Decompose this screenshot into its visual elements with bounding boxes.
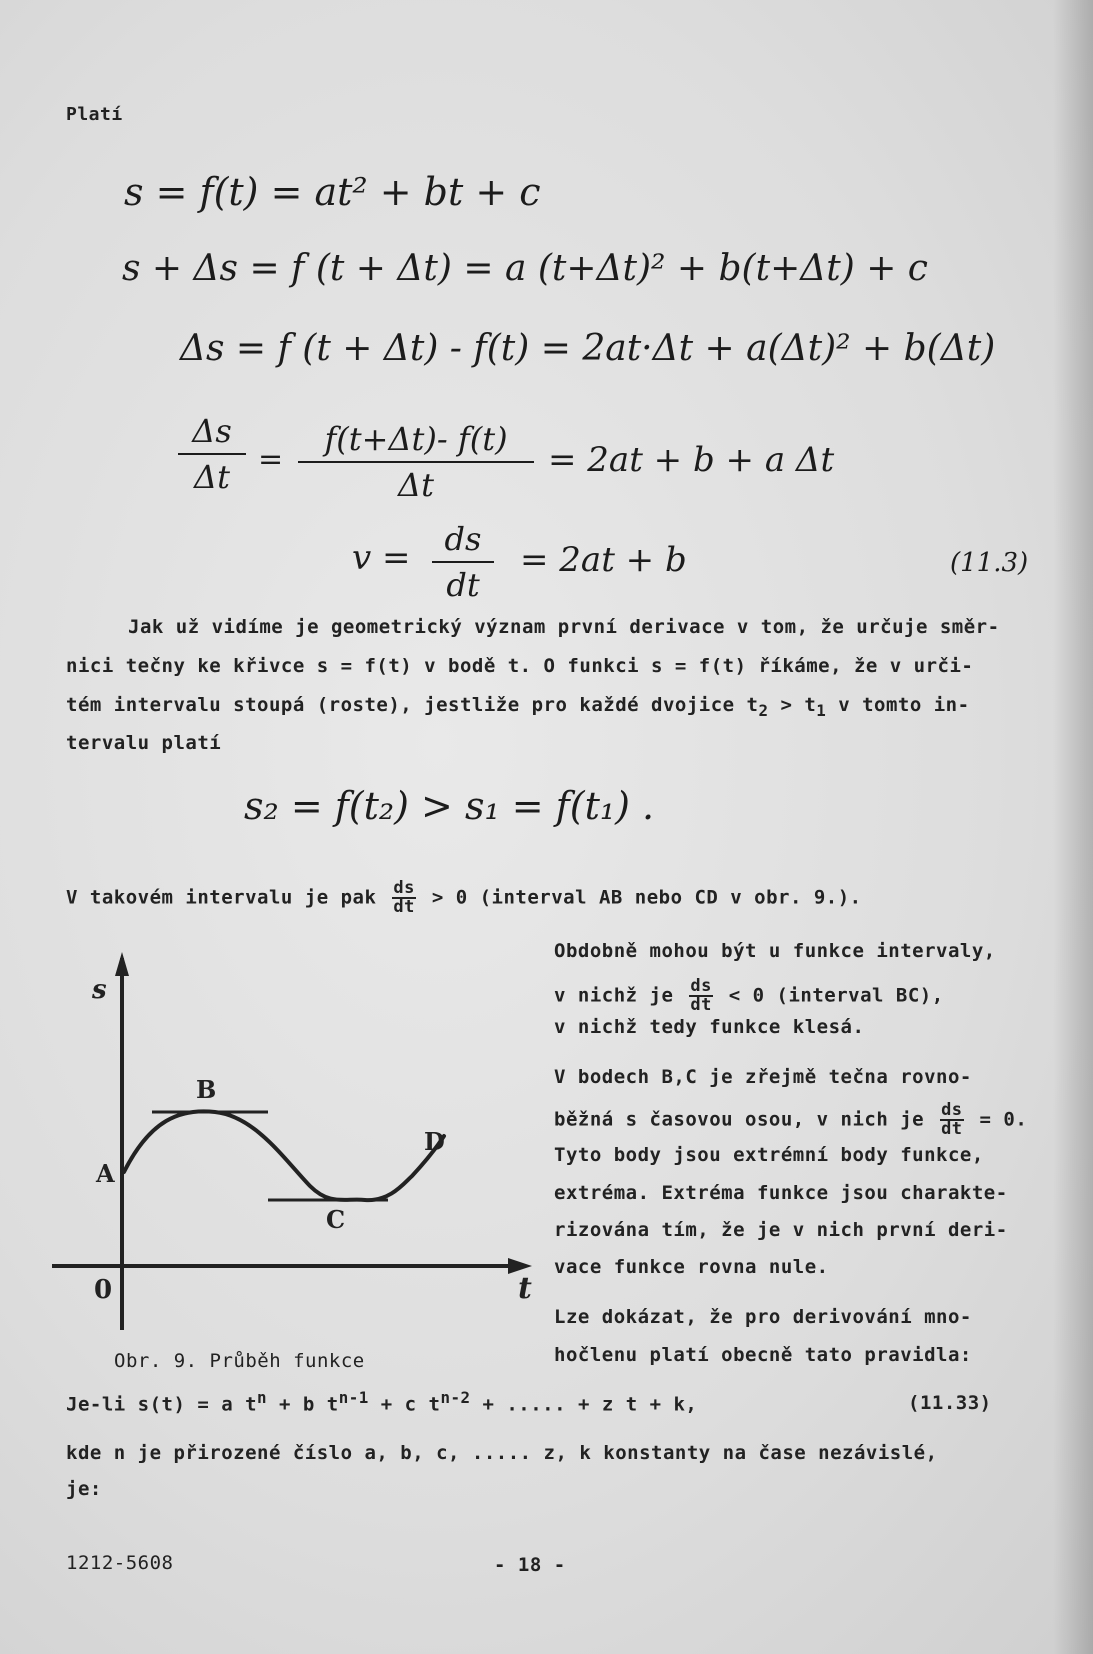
ds-dt-fraction [689,978,712,1014]
polynomial-rule [66,1388,697,1415]
point-b-label: B [196,1075,217,1104]
page-number: - 18 - [494,1554,566,1576]
paragraph-1-line-4: tervalu platí [66,732,222,754]
subscript: 2 [758,700,769,720]
page-edge-shadow [1053,0,1093,1654]
paragraph-1-line-1: Jak už vidíme je geometrický význam první derivace v tom, že určuje směr- [128,616,1000,638]
equation-4-rhs: = 2at + b + a Δt [548,440,835,480]
polynomial-post: + ..... + z t + k, [470,1393,698,1416]
right-column-line-5-post: = 0. [979,1108,1028,1131]
paragraph-1-line-2: nici tečny ke křivce s = f(t) v bodě t. O funkci s = f(t) říkáme, že v urči- [66,655,974,677]
fraction-denominator: dt [393,897,415,917]
right-column-line-3: v nichž tedy funkce klesá. [554,1016,865,1038]
fraction-numerator: ds [393,878,415,898]
equation-5-numerator: ds [444,520,482,558]
equation-line-1: s = f(t) = at² + bt + c [124,170,541,214]
equation-4-lhs-numerator: Δs [192,412,232,450]
fraction-bar [298,461,534,463]
equation-5-fraction [432,520,494,604]
ds-dt-fraction [940,1102,963,1138]
superscript: n-2 [440,1388,471,1407]
x-axis-label: t [518,1271,532,1306]
function-curve [124,1111,444,1200]
ds-dt-fraction [392,880,415,916]
header-label: Platí [66,104,123,125]
superscript: n-1 [338,1388,369,1407]
polynomial-mid-2: + c t [368,1393,441,1416]
right-column-line-6: Tyto body jsou extrémní body funkce, [554,1144,984,1166]
footer-code: 1212-5608 [66,1552,174,1574]
right-column-line-2 [554,978,944,1014]
paragraph-1-line-3-text: tém intervalu stoupá (roste), jestliže pro každé dvojice t [66,694,759,716]
right-column-line-2-pre: v nichž je [554,984,674,1007]
equation-4-mid-numerator: f(t+Δt)- f(t) [324,420,508,458]
right-column-line-2-post: < 0 (interval BC), [728,984,944,1007]
closing-line-2: je: [66,1478,102,1500]
point-d-label: D [424,1127,445,1156]
interval-line-pre: V takovém intervalu je pak [66,886,377,909]
equation-4-mid-denominator: Δt [398,466,434,504]
y-axis-label: s [92,975,107,1005]
equation-line-6: s₂ = f(t₂) > s₁ = f(t₁) . [244,784,655,828]
right-column-line-9: vace funkce rovna nule. [554,1256,829,1278]
point-c-label: C [326,1205,346,1234]
interval-line-post: > 0 (interval AB nebo CD v obr. 9.). [431,886,862,909]
equation-4-lhs-fraction [178,412,246,496]
point-a-label: A [96,1159,115,1188]
paragraph-1-line-3 [66,694,970,720]
equation-line-2: s + Δs = f (t + Δt) = a (t+Δt)² + b(t+Δt) + c [122,248,928,289]
interval-line [66,880,862,916]
right-column-line-5-pre: běžná s časovou osou, v nich je [554,1108,925,1131]
equation-line-3: Δs = f (t + Δt) - f(t) = 2at·Δt + a(Δt)² + b(Δt) [180,328,996,369]
paragraph-1-line-3-mid: > t [768,694,817,716]
fraction-bar [432,561,494,563]
equation-5-rhs: = 2at + b [520,540,687,580]
equation-4-equals: = [258,442,284,477]
polynomial-tag: (11.33) [908,1392,992,1414]
right-column-line-4: V bodech B,C je zřejmě tečna rovno- [554,1066,972,1088]
right-column-line-7: extréma. Extréma funkce jsou charakte- [554,1182,1008,1204]
figure-9-diagram [40,950,540,1340]
equation-5-denominator: dt [446,566,480,604]
equation-4-mid-fraction [298,420,534,504]
polynomial-mid-1: + b t [267,1393,339,1416]
right-column-line-11: hočlenu platí obecně tato pravidla: [554,1344,972,1366]
equation-5-lhs: v = [352,538,411,578]
superscript: n [257,1388,268,1407]
origin-label: 0 [94,1275,113,1305]
fraction-denominator: dt [941,1119,963,1139]
polynomial-pre: Je-li s(t) = a t [66,1393,258,1416]
fraction-numerator: ds [941,1100,963,1120]
equation-5-tag: (11.3) [950,548,1029,578]
right-column-line-8: rizována tím, že je v nich první deri- [554,1219,1008,1241]
right-column-line-1: Obdobně mohou být u funkce intervaly, [554,940,996,962]
right-column-line-10: Lze dokázat, že pro derivování mno- [554,1306,972,1328]
fraction-numerator: ds [690,976,712,996]
closing-line-1: kde n je přirozené číslo a, b, c, ..... z, k konstanty na čase nezávislé, [66,1442,938,1464]
subscript: 1 [816,700,827,720]
right-column-line-5 [554,1102,1027,1138]
figure-caption: Obr. 9. Průběh funkce [114,1350,365,1372]
fraction-denominator: dt [690,995,712,1015]
paragraph-1-line-3-end: v tomto in- [826,694,970,716]
y-axis-arrowhead [115,952,129,976]
equation-4-lhs-denominator: Δt [194,458,230,496]
fraction-bar [178,453,246,455]
